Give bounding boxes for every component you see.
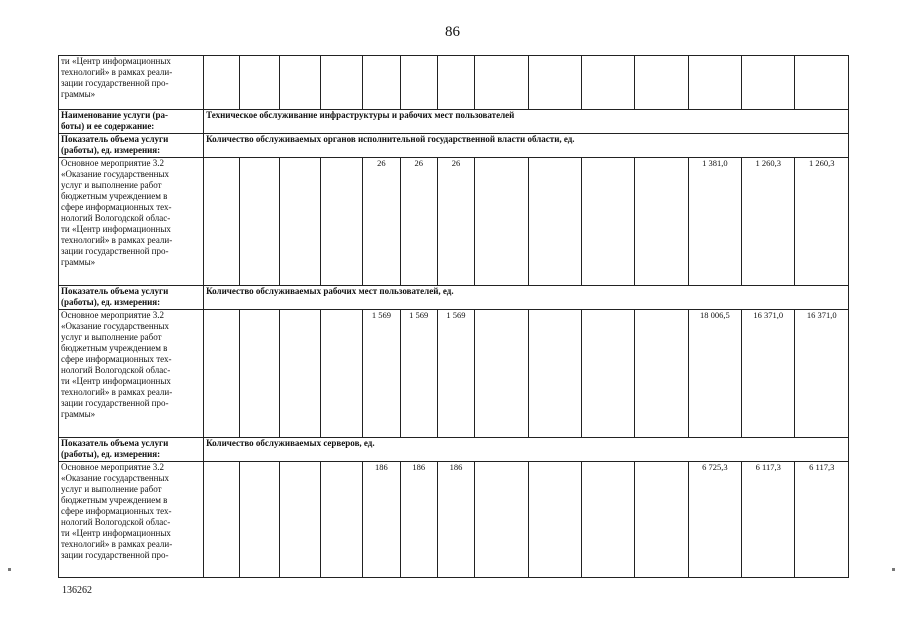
finance-cell: 16 371,0 (742, 310, 795, 438)
table-row (59, 438, 849, 462)
finance-cell: 18 006,5 (688, 310, 741, 438)
finance-cell: 6 725,3 (688, 462, 741, 578)
finance-cell: 6 117,3 (795, 462, 849, 578)
indicator-label: Показатель объема услуги (работы), ед. измерения: (59, 286, 204, 310)
table-row (59, 462, 849, 578)
footer-code: 136262 (62, 585, 92, 596)
indicator-value: Количество обслуживаемых органов исполнительной государственной власти области, ед. (204, 134, 849, 158)
scan-mark-right (892, 568, 895, 571)
measure-label: Основное мероприятие 3.2 «Оказание государственных услуг и выполнение работ бюджетным учреждением в сфере информационных тех- нологий Вологодской облас- ти «Центр информационных технологий» в рамках реали- зации государственной про- (59, 462, 204, 578)
page-number: 86 (445, 24, 460, 40)
service-table (58, 55, 849, 578)
finance-cell: 1 381,0 (688, 158, 741, 286)
table-row (59, 134, 849, 158)
finance-cell: 16 371,0 (795, 310, 849, 438)
quantity-cell: 1 569 (400, 310, 437, 438)
quantity-cell: 186 (400, 462, 437, 578)
quantity-cell: 26 (363, 158, 400, 286)
scan-mark-left (8, 568, 11, 571)
table-row (59, 158, 849, 286)
indicator-value: Количество обслуживаемых рабочих мест пользователей, ед. (204, 286, 849, 310)
table-row (59, 110, 849, 134)
indicator-label: Показатель объема услуги (работы), ед. измерения: (59, 438, 204, 462)
quantity-cell: 186 (363, 462, 400, 578)
finance-cell: 1 260,3 (742, 158, 795, 286)
service-name-value: Техническое обслуживание инфраструктуры и рабочих мест пользователей (204, 110, 849, 134)
finance-cell: 6 117,3 (742, 462, 795, 578)
quantity-cell: 186 (437, 462, 474, 578)
quantity-cell: 26 (437, 158, 474, 286)
finance-cell: 1 260,3 (795, 158, 849, 286)
indicator-label: Показатель объема услуги (работы), ед. измерения: (59, 134, 204, 158)
row-label: ти «Центр информационных технологий» в рамках реали- зации государственной про- граммы» (59, 56, 204, 110)
service-name-label: Наименование услуги (ра- боты) и ее содержание: (59, 110, 204, 134)
table-row (59, 286, 849, 310)
measure-label: Основное мероприятие 3.2 «Оказание государственных услуг и выполнение работ бюджетным учреждением в сфере информационных тех- нологий Вологодской облас- ти «Центр информационных технологий» в рамках реали- зации государственной про- граммы» (59, 310, 204, 438)
indicator-value: Количество обслуживаемых серверов, ед. (204, 438, 849, 462)
quantity-cell: 1 569 (437, 310, 474, 438)
measure-label: Основное мероприятие 3.2 «Оказание государственных услуг и выполнение работ бюджетным учреждением в сфере информационных тех- нологий Вологодской облас- ти «Центр информационных технологий» в рамках реали- зации государственной про- граммы» (59, 158, 204, 286)
quantity-cell: 26 (400, 158, 437, 286)
quantity-cell: 1 569 (363, 310, 400, 438)
table-row (59, 56, 849, 110)
table-row (59, 310, 849, 438)
